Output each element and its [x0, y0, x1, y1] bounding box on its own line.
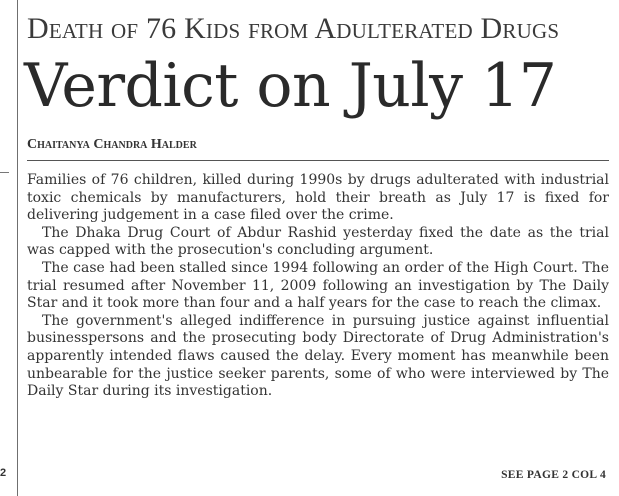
edge-page-number: 2 — [0, 467, 7, 479]
column-rule-left — [17, 0, 18, 496]
article-paragraph: The case had been stalled since 1994 following an order of the High Court. The trial resumed after November 11, 2009 following an investigation by The Daily Star and it took more than four and a half years for the case to reach the climax. — [27, 259, 609, 312]
article-body — [27, 172, 609, 401]
article-paragraph: The Dhaka Drug Court of Abdur Rashid yesterday fixed the date as the trial was capped with the prosecution's concluding argument. — [27, 224, 609, 259]
article-byline: Chaitanya Chandra Halder — [27, 137, 197, 152]
continued-on-jump-line: SEE PAGE 2 COL 4 — [501, 469, 606, 481]
article-paragraph: Families of 76 children, killed during 1990s by drugs adulterated with industrial toxic chemicals by manufacturers, hold their breath as July 17 is fixed for delivering judgement in a case filed over the crime. — [27, 172, 609, 224]
article-headline: Verdict on July 17 — [24, 51, 557, 121]
edge-tick-mark — [0, 172, 9, 173]
article-paragraph: The government's alleged indifference in pursuing justice against influential businesspersons and the prosecuting body Directorate of Drug Administration's apparently intended flaws caused the delay. Every moment has meanwhile been unbearable for the justice seeker parents, some of who were interviewed by The Daily Star during its investigation. — [27, 312, 609, 400]
article-kicker: Death of 76 Kids from Adulterated Drugs — [27, 12, 560, 45]
byline-rule — [27, 160, 609, 161]
